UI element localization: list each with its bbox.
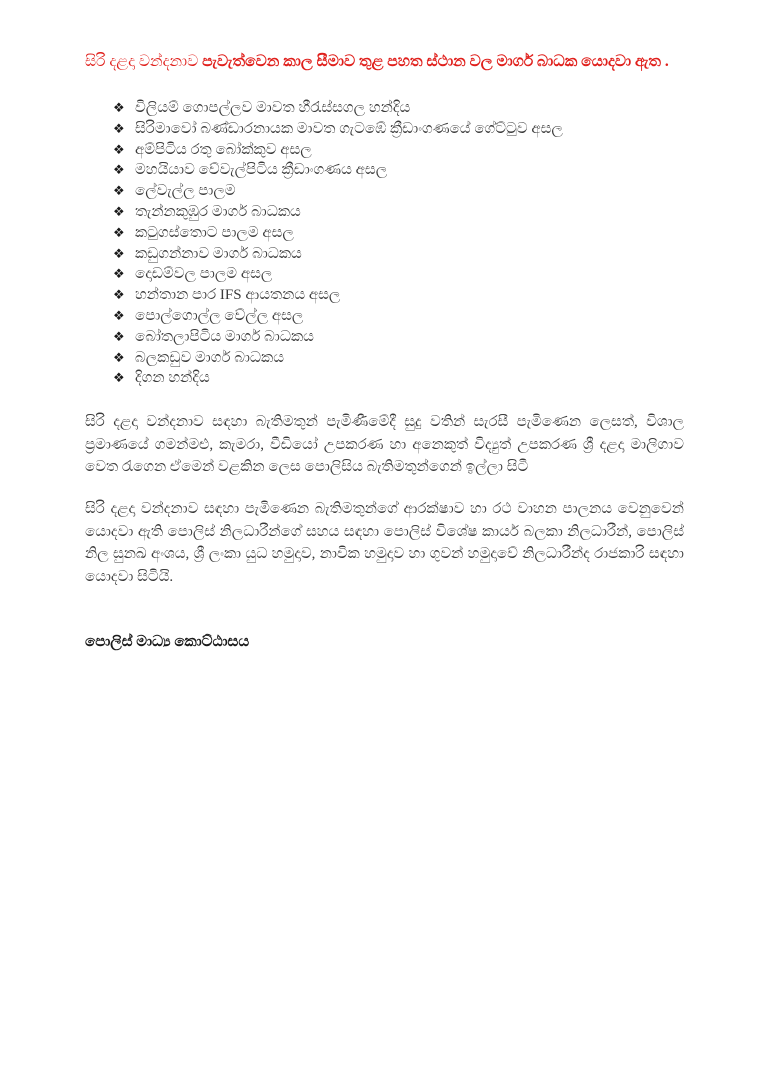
footer-police-media-division: පොලිස් මාධ්‍ය කොට්ඨාසය [85, 634, 250, 650]
list-item [113, 98, 684, 119]
list-item [113, 160, 684, 181]
diamond-bullet-icon: ❖ [113, 120, 125, 136]
location-text: දිගන හන්දිය [135, 370, 210, 387]
list-item [113, 368, 684, 389]
paragraph-security-deployment: සිරි දළදා වන්දනාව සඳහා පැමිණෙන බැතිමතුන්ගේ ආරක්ෂාව හා රථ වාහන පාලනය වෙනුවෙන් යොදවා ඇති පොලිස් නිලධාරීන්ගේ සහය සඳහා පොලිස් විශේෂ කාර්ය බලකා නිලධාරීන්, පොලිස් නිල සුනඛ අංශය, ශ්‍රී ලංකා යුධ හමුදාව, නාවික හමුදාව හා ගුවන් හමුදාවේ නිලධාරීන්ද රාජකාරි සඳහා යොදවා සිටියි. [85, 501, 684, 585]
location-text: බෝතලාපිටිය මාර්ග බාධකය [135, 328, 314, 345]
road-block-locations-list [85, 98, 684, 389]
page-title [85, 47, 684, 76]
list-item [113, 285, 684, 306]
heading-regular-text: සිරි දළදා වන්දනාව [85, 53, 199, 70]
diamond-bullet-icon: ❖ [113, 224, 125, 240]
list-item [113, 327, 684, 348]
location-text: කටුගස්තොට පාලම අසල [135, 224, 294, 241]
diamond-bullet-icon: ❖ [113, 328, 125, 344]
location-text: තැන්නකුඹුර මාර්ග බාධකය [135, 203, 301, 220]
diamond-bullet-icon: ❖ [113, 287, 125, 303]
diamond-bullet-icon: ❖ [113, 266, 125, 282]
list-item [113, 244, 684, 265]
location-text: අම්පිටිය රතු බෝක්කුව අසල [135, 141, 312, 158]
location-text: විලියම් ගොපල්ලව මාවත හීරැස්සගල හන්දිය [135, 100, 411, 116]
diamond-bullet-icon: ❖ [113, 245, 125, 261]
list-item [113, 181, 684, 202]
list-item [113, 202, 684, 223]
location-text: බලකඩුව මාර්ග බාධකය [135, 349, 284, 366]
diamond-bullet-icon: ❖ [113, 141, 125, 157]
list-item [113, 264, 684, 285]
location-text: කඩුගන්නාව මාර්ග බාධකය [135, 245, 302, 262]
list-item [113, 140, 684, 161]
location-text: සිරිමාවෝ බණ්ඩාරනායක මාවත ගැටඹේ ක්‍රීඩාංගණයේ ගේට්ටුව අසල [135, 120, 563, 137]
location-text: ලේවැල්ල පාලම [135, 183, 236, 200]
diamond-bullet-icon: ❖ [113, 162, 125, 178]
diamond-bullet-icon: ❖ [113, 370, 125, 386]
list-item [113, 348, 684, 369]
location-text: හන්තාන පාර IFS ආයතනය අසල [135, 287, 341, 304]
location-text: දොඩම්වල පාලම අසල [135, 266, 273, 283]
diamond-bullet-icon: ❖ [113, 349, 125, 365]
diamond-bullet-icon: ❖ [113, 100, 125, 115]
diamond-bullet-icon: ❖ [113, 203, 125, 219]
location-text: මහයියාව වේවැල්පිටිය ක්‍රීඩාංගණය අසල [135, 162, 388, 179]
paragraph-dress-and-equipment-notice: සිරි දළදා වන්දනාව සඳහා බැතිමතුන් පැමිණීමේදී සුදු වතින් සැරසී පැමිණෙන ලෙසත්, විශාල ප්‍රමාණයේ ගමන්මළු, කැමරා, වීඩියෝ උපකරණ හා අනෙකුත් විද්‍යුත් උපකරණ ශ්‍රී දළදා මාලිගාව වෙත රැගෙන ඒමෙන් වළකින ලෙස පොලිසිය බැතිමතුන්ගෙන් ඉල්ලා සිටී [85, 414, 684, 475]
heading-bold-text: පැවැත්වෙන කාල සීමාව තුළ පහත ස්ථාන වල මාර්ග බාධක යොදවා ඇත . [202, 53, 669, 70]
location-text: පොල්ගොල්ල වේල්ල අසල [135, 307, 304, 324]
diamond-bullet-icon: ❖ [113, 183, 125, 199]
list-item [113, 223, 684, 244]
diamond-bullet-icon: ❖ [113, 307, 125, 323]
list-item [113, 306, 684, 327]
list-item [113, 119, 684, 140]
